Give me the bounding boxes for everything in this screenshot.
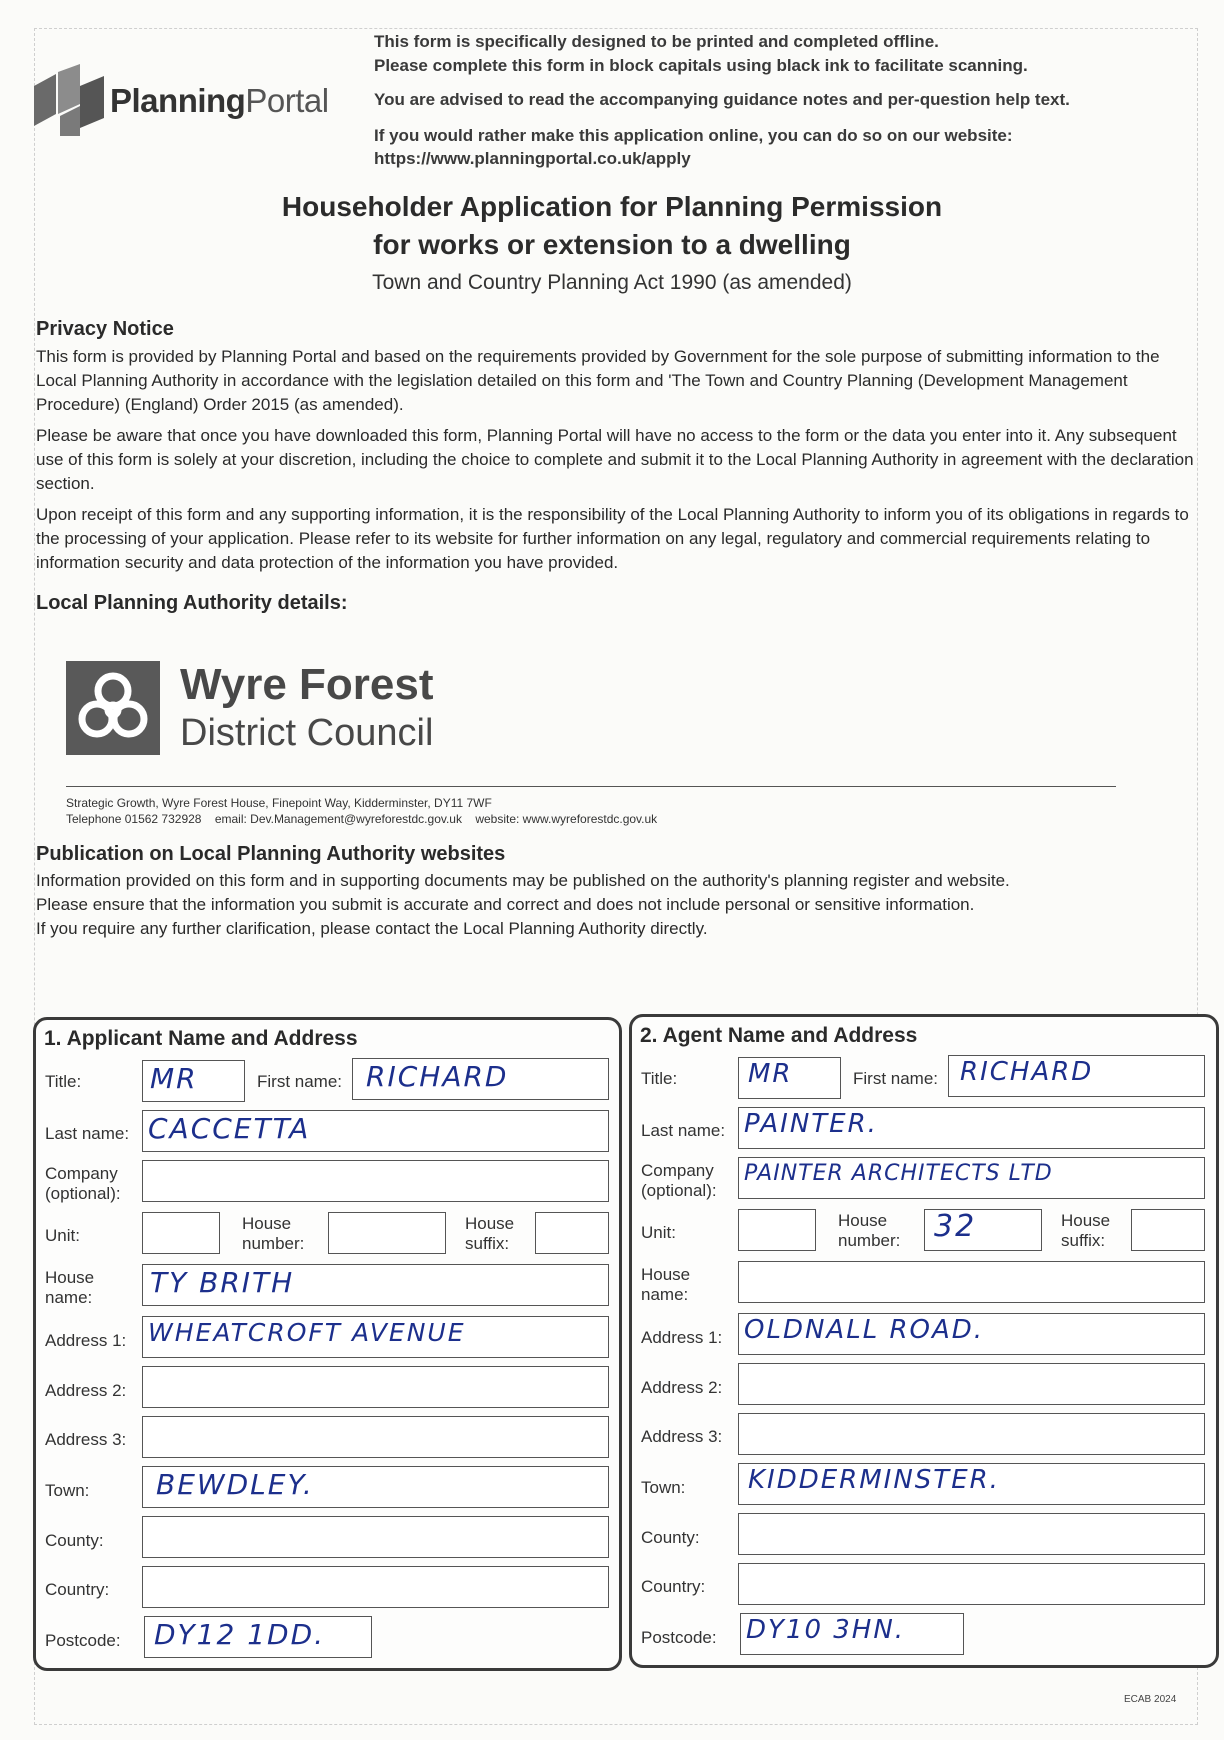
agent-address1-value: OLDNALL ROAD.: [744, 1315, 985, 1345]
applicant-house-name-label: House: [45, 1268, 95, 1287]
applicant-house-name-label-2: name:: [45, 1288, 93, 1307]
applicant-house-name-value: TY BRITH: [150, 1266, 295, 1299]
agent-first-name-label: First name:: [853, 1069, 939, 1088]
privacy-heading: Privacy Notice: [36, 318, 174, 340]
agent-county-label: County:: [641, 1528, 700, 1547]
header-note-2: Please complete this form in block capitals using black ink to facilitate scanning.: [374, 56, 1028, 75]
applicant-company-label: Company: [45, 1164, 118, 1183]
applicant-house-number-input[interactable]: [328, 1212, 446, 1254]
header-url[interactable]: https://www.planningportal.co.uk/apply: [374, 149, 691, 168]
applicant-company-input[interactable]: [142, 1160, 609, 1202]
applicant-address1-label: Address 1:: [45, 1331, 127, 1350]
applicant-country-input[interactable]: [142, 1566, 609, 1608]
header-note-3: You are advised to read the accompanying guidance notes and per-question help text.: [374, 90, 1070, 109]
agent-postcode-label: Postcode:: [641, 1628, 717, 1647]
lpa-contact: Telephone 01562 732928 email: Dev.Management@wyreforestdc.gov.uk website: www.wyreforestdc.gov.uk: [66, 812, 658, 826]
agent-address2-label: Address 2:: [641, 1378, 723, 1397]
agent-postcode-value: DY10 3HN.: [746, 1615, 906, 1645]
agent-unit-input[interactable]: [738, 1209, 816, 1251]
applicant-company-optional-label: (optional):: [45, 1184, 121, 1203]
applicant-postcode-label: Postcode:: [45, 1631, 121, 1650]
applicant-house-suffix-label: House: [465, 1214, 515, 1233]
applicant-address3-label: Address 3:: [45, 1430, 127, 1449]
agent-house-suffix-input[interactable]: [1131, 1209, 1205, 1251]
lpa-name-line-1: Wyre Forest: [180, 660, 434, 709]
lpa-name-line-2: District Council: [180, 712, 434, 754]
planning-portal-logo-icon: [34, 64, 104, 136]
agent-county-input[interactable]: [738, 1513, 1205, 1555]
applicant-first-name-value: RICHARD: [366, 1060, 509, 1093]
agent-country-input[interactable]: [738, 1563, 1205, 1605]
agent-first-name-value: RICHARD: [960, 1057, 1094, 1087]
agent-house-name-label-2: name:: [641, 1285, 689, 1304]
agent-title-value: MR: [748, 1059, 793, 1089]
agent-heading: 2. Agent Name and Address: [640, 1024, 918, 1047]
applicant-house-suffix-input[interactable]: [535, 1212, 609, 1254]
agent-title-label: Title:: [641, 1069, 678, 1088]
agent-company-optional-label: (optional):: [641, 1181, 717, 1200]
applicant-heading: 1. Applicant Name and Address: [44, 1027, 358, 1050]
applicant-address2-label: Address 2:: [45, 1381, 127, 1400]
applicant-address1-value: WHEATCROFT AVENUE: [148, 1318, 466, 1347]
applicant-house-number-label-2: number:: [242, 1234, 305, 1253]
applicant-title-value: MR: [150, 1062, 198, 1095]
publication-line-1: Information provided on this form and in supporting documents may be published on the authority's planning register and website.: [36, 871, 1010, 890]
privacy-paragraph-2: Please be aware that once you have downloaded this form, Planning Portal will have no access to the form or the data you enter into it. Any subsequent use of this form is solely at your discretion, including the choice to complete and submit it to the Local Planning Authority in agreement with the declaration section.: [36, 426, 1194, 493]
trefoil-icon: [66, 661, 160, 755]
agent-house-suffix-label-2: suffix:: [1061, 1231, 1106, 1250]
agent-house-number-label: House: [838, 1211, 888, 1230]
agent-town-label: Town:: [641, 1478, 686, 1497]
agent-house-number-value: 32: [934, 1209, 977, 1244]
applicant-house-number-label: House: [242, 1214, 292, 1233]
lpa-heading: Local Planning Authority details:: [36, 592, 348, 614]
publication-line-3: If you require any further clarification, please contact the Local Planning Authority directly.: [36, 919, 708, 938]
applicant-title-label: Title:: [45, 1072, 82, 1091]
agent-address2-input[interactable]: [738, 1363, 1205, 1405]
applicant-last-name-value: CACCETTA: [148, 1112, 311, 1145]
applicant-unit-input[interactable]: [142, 1212, 220, 1254]
agent-company-value: PAINTER ARCHITECTS LTD: [744, 1161, 1053, 1186]
agent-address3-input[interactable]: [738, 1413, 1205, 1455]
privacy-paragraph-3: Upon receipt of this form and any supporting information, it is the responsibility of the Local Planning Authority to inform you of its obligations in regards to the processing of your application. Please refer to its website for further information on any legal, regulatory and commercial requirements relating to information security and data protection of the information you have provided.: [36, 505, 1189, 572]
agent-address1-label: Address 1:: [641, 1328, 723, 1347]
privacy-paragraph-1: This form is provided by Planning Portal and based on the requirements provided by Government for the sole purpose of submitting information to the Local Planning Authority in accordance with the legislation detailed on this form and 'The Town and Country Planning (Development Management Procedure) (England) Order 2015 (as amended).: [36, 347, 1160, 414]
applicant-unit-label: Unit:: [45, 1226, 80, 1245]
header-note-1: This form is specifically designed to be printed and completed offline.: [374, 32, 939, 51]
applicant-county-label: County:: [45, 1531, 104, 1550]
agent-company-label: Company: [641, 1161, 714, 1180]
form-code: ECAB 2024: [1124, 1694, 1177, 1705]
agent-house-name-input[interactable]: [738, 1261, 1205, 1303]
applicant-house-suffix-label-2: suffix:: [465, 1234, 510, 1253]
agent-town-value: KIDDERMINSTER.: [748, 1465, 1000, 1495]
page-subtitle: Town and Country Planning Act 1990 (as amended): [372, 271, 852, 294]
divider: [66, 786, 1116, 787]
agent-last-name-value: PAINTER.: [744, 1109, 878, 1139]
publication-line-2: Please ensure that the information you submit is accurate and correct and does not include personal or sensitive information.: [36, 895, 975, 914]
applicant-town-label: Town:: [45, 1481, 90, 1500]
lpa-address: Strategic Growth, Wyre Forest House, Finepoint Way, Kidderminster, DY11 7WF: [66, 796, 492, 810]
agent-unit-label: Unit:: [641, 1223, 676, 1242]
agent-last-name-label: Last name:: [641, 1121, 726, 1140]
planning-portal-wordmark: PlanningPortal: [110, 82, 329, 119]
agent-house-number-label-2: number:: [838, 1231, 901, 1250]
agent-country-label: Country:: [641, 1577, 706, 1596]
applicant-address3-input[interactable]: [142, 1416, 609, 1458]
applicant-address2-input[interactable]: [142, 1366, 609, 1408]
publication-heading: Publication on Local Planning Authority websites: [36, 843, 506, 865]
applicant-postcode-value: DY12 1DD.: [154, 1618, 326, 1651]
agent-house-name-label: House: [641, 1265, 691, 1284]
applicant-last-name-label: Last name:: [45, 1124, 130, 1143]
page-title: Householder Application for Planning Permission: [281, 191, 943, 222]
applicant-first-name-label: First name:: [257, 1072, 343, 1091]
applicant-town-value: BEWDLEY.: [156, 1468, 314, 1501]
agent-house-suffix-label: House: [1061, 1211, 1111, 1230]
applicant-county-input[interactable]: [142, 1516, 609, 1558]
applicant-country-label: Country:: [45, 1580, 110, 1599]
agent-address3-label: Address 3:: [641, 1427, 723, 1446]
wyre-forest-logo: [66, 661, 160, 755]
header-note-4: If you would rather make this application online, you can do so on our website:: [374, 126, 1013, 145]
page-title-line-2: for works or extension to a dwelling: [373, 229, 851, 260]
